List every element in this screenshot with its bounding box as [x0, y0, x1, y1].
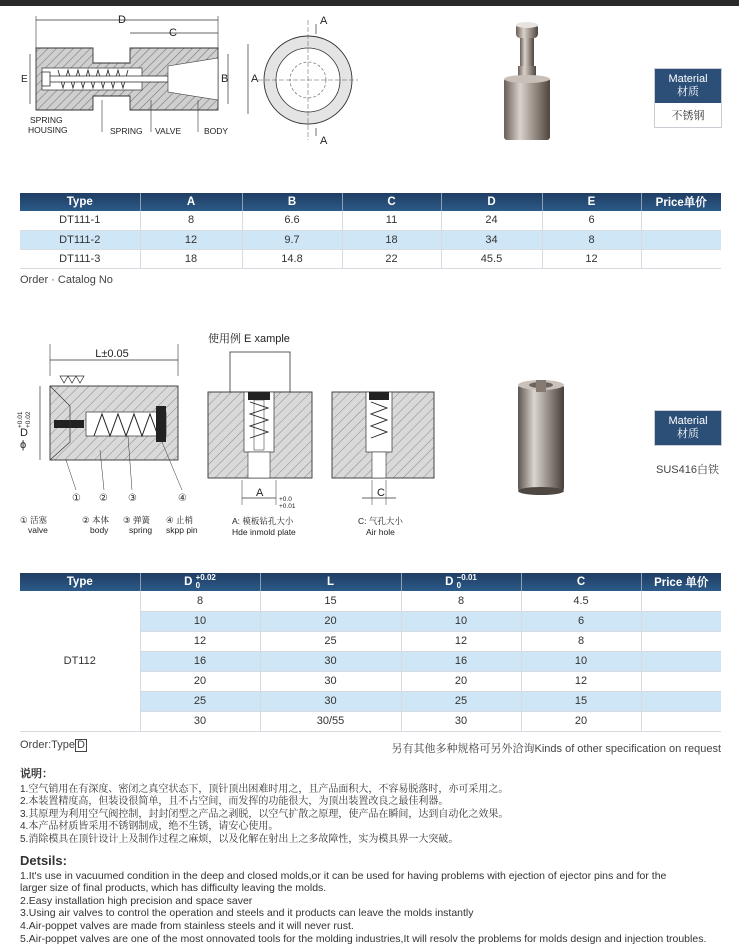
table-cell: 12 — [140, 230, 242, 249]
dim-e-label: E — [21, 74, 28, 85]
table-cell: 30 — [260, 651, 401, 671]
material-box-1-head — [655, 69, 721, 103]
dt112-col-price: Price 单价 — [641, 573, 721, 591]
table-cell: 6 — [521, 611, 641, 631]
dim-d2-upper: +0.01 — [17, 411, 24, 428]
table-cell: 18 — [140, 249, 242, 268]
table-cell: 16 — [140, 651, 260, 671]
material-box-1 — [654, 68, 722, 128]
table-cell: 34 — [441, 230, 542, 249]
dt112-order-box: D — [77, 739, 85, 751]
legend-body-en: body — [90, 525, 109, 535]
material-2-head-cn: 材质 — [677, 428, 699, 440]
dim-l-label: L±0.05 — [95, 348, 129, 360]
dt112-col-d2-label: D — [445, 576, 454, 589]
dt112-product-photo — [512, 376, 570, 496]
table-cell: 25 — [260, 631, 401, 651]
callout-2: ② — [99, 493, 108, 504]
material-1-head-cn: 材质 — [677, 86, 699, 98]
dim-d2-label: D — [20, 427, 28, 439]
material-1-head-en: Material — [668, 73, 708, 85]
notes-cn — [20, 768, 508, 846]
table-cell: 24 — [441, 211, 542, 230]
table-cell: 20 — [401, 671, 521, 691]
dt112-technical-drawing — [16, 330, 446, 540]
table-row — [20, 211, 721, 230]
table-cell: 11 — [342, 211, 441, 230]
legend-pin-cn: ④ 止梢 — [166, 515, 193, 525]
table-cell: 30 — [260, 671, 401, 691]
table-cell: 8 — [140, 211, 242, 230]
dt111-order-note: Order · Catalog No — [20, 274, 113, 286]
table-cell: 16 — [401, 651, 521, 671]
table-cell: 8 — [542, 230, 641, 249]
dt112-header-row — [20, 573, 721, 591]
notes-cn-title: 说明： — [20, 768, 53, 780]
table-cell — [641, 230, 721, 249]
details-en-line: larger size of final products, which has difficulty leaving the molds. — [20, 882, 327, 895]
label-spring-housing-2: HOUSING — [28, 125, 68, 135]
label-spring-housing-1: SPRING — [30, 115, 63, 125]
notes-cn-line: 4.本产品材质皆采用不锈钢制成，绝不生锈，请安心使用。 — [20, 821, 279, 832]
table-cell — [641, 711, 721, 731]
table-cell — [641, 611, 721, 631]
table-cell: 12 — [542, 249, 641, 268]
caption-c-cn: C: 气孔大小 — [358, 516, 403, 526]
table-cell: 20 — [521, 711, 641, 731]
material-1-value: 不锈钢 — [671, 110, 705, 122]
dt112-col-d2-lower: 0 — [456, 581, 462, 590]
section-a-top: A — [320, 15, 328, 27]
dt111-spec-table — [20, 193, 721, 269]
table-cell: 30/55 — [260, 711, 401, 731]
legend-pin-en: skpp pin — [166, 525, 198, 535]
callout-1: ① — [72, 493, 81, 504]
material-box-2 — [654, 410, 722, 446]
dt112-order-prefix: Order:Type — [20, 739, 76, 751]
dt111-col-b: B — [242, 193, 342, 211]
dt111-col-d: D — [441, 193, 542, 211]
dt112-col-l: L — [260, 573, 401, 591]
dt112-col-d-lower: 0 — [195, 581, 201, 590]
table-cell: 45.5 — [441, 249, 542, 268]
dim-a2-upper: +0.0 — [279, 496, 292, 503]
table-cell: DT111-3 — [20, 249, 140, 268]
dt111-col-type: Type — [20, 193, 140, 211]
table-cell: 12 — [521, 671, 641, 691]
table-cell: 12 — [140, 631, 260, 651]
table-cell: 30 — [401, 711, 521, 731]
dt112-col-d2-upper: −0.01 — [456, 573, 477, 582]
details-en-line: 5.Air-poppet valves are one of the most onnovated tools for the molding industries,It will resolv the problems for molds design and injection troubles. — [20, 932, 707, 945]
dim-b-label: B — [221, 73, 229, 85]
table-cell: 8 — [521, 631, 641, 651]
top-bar — [0, 0, 739, 6]
table-cell: 14.8 — [242, 249, 342, 268]
details-en-line: 4.Air-poppet valves are made from stainless steels and it will never rust. — [20, 919, 354, 932]
dim-a2-label: A — [256, 487, 264, 499]
dt111-product-photo — [496, 20, 558, 145]
table-cell: 22 — [342, 249, 441, 268]
dim-a-label: A — [251, 73, 259, 85]
table-cell — [641, 651, 721, 671]
table-cell: 8 — [401, 591, 521, 611]
legend-valve-en: valve — [28, 525, 48, 535]
material-2-value: SUS416白铁 — [656, 464, 719, 476]
notes-cn-line: 3.其原理为利用空气阀控制，封封闭型之产品之剥脱，以空气扩散之原理，使产品在瞬间，达到自动化之效果。 — [20, 808, 509, 820]
dim-c2-label: C — [377, 487, 385, 499]
table-cell — [641, 591, 721, 611]
details-en-line: 3.Using air valves to control the operation and steels and it products can leave the molds instantly — [20, 907, 474, 920]
material-box-2-head — [655, 411, 721, 445]
table-cell: 12 — [401, 631, 521, 651]
table-cell: 6 — [542, 211, 641, 230]
label-spring: SPRING — [110, 126, 143, 136]
dt111-col-e: E — [542, 193, 641, 211]
dim-d2-lower: +0.02 — [25, 411, 32, 428]
table-row — [20, 249, 721, 268]
table-cell: 20 — [140, 671, 260, 691]
table-cell: DT111-1 — [20, 211, 140, 230]
caption-c-en: Air hole — [366, 527, 395, 537]
dim-a2-lower: +0.01 — [279, 503, 296, 510]
dt112-order-note — [20, 739, 87, 752]
legend-spring-cn: ③ 弹簧 — [123, 515, 150, 525]
dim-c-label: C — [169, 27, 177, 39]
dt112-col-d — [140, 573, 260, 591]
dt112-col-d2 — [401, 573, 521, 591]
callout-4: ④ — [178, 493, 187, 504]
details-en-title: Detsils: — [20, 853, 67, 868]
table-cell — [641, 631, 721, 651]
dt111-col-c: C — [342, 193, 441, 211]
table-cell: 10 — [140, 611, 260, 631]
table-cell — [641, 211, 721, 230]
dt112-col-d-upper: +0.02 — [195, 573, 216, 582]
table-cell: 10 — [401, 611, 521, 631]
table-cell: 18 — [342, 230, 441, 249]
dt112-col-d-label: D — [184, 576, 193, 589]
table-cell: 9.7 — [242, 230, 342, 249]
example-title: 使用例 E xample — [208, 333, 290, 345]
legend-valve-cn: ① 活塞 — [20, 515, 47, 525]
dt112-type-cell: DT112 — [20, 591, 140, 731]
table-cell: 4.5 — [521, 591, 641, 611]
details-en-line: 1.It's use in vacuumed condition in the deep and closed molds,or it can be used for having problems with ejection of ejector pins and for the — [20, 869, 667, 882]
dt112-col-c: C — [521, 573, 641, 591]
other-spec-note: 另有其他多种规格可另外洽询Kinds of other specification on request — [391, 743, 721, 755]
table-cell: 6.6 — [242, 211, 342, 230]
table-cell — [641, 249, 721, 268]
table-cell: 25 — [140, 691, 260, 711]
legend-spring-en: spring — [129, 525, 153, 535]
table-cell — [641, 691, 721, 711]
dt112-col-type: Type — [20, 573, 140, 591]
table-cell: 15 — [521, 691, 641, 711]
callout-3: ③ — [128, 493, 137, 504]
notes-cn-line: 5.消除模具在顶针设计上及制作过程之麻烦，以及化解在射出上之多故障性，实为模具界一大突破。 — [20, 833, 459, 845]
table-cell: 25 — [401, 691, 521, 711]
table-cell: 8 — [140, 591, 260, 611]
caption-a-en: Hde inmold plate — [232, 527, 296, 537]
table-cell: 30 — [140, 711, 260, 731]
caption-a-cn: A: 模板钻孔大小 — [232, 516, 294, 526]
table-row — [20, 591, 721, 611]
table-row — [20, 230, 721, 249]
notes-cn-line: 2.本装置精度高，但装设很简单，且不占空间，而发挥的功能很大，为顶出装置改良之最佳利器。 — [20, 796, 449, 807]
dt111-col-price: Price单价 — [641, 193, 721, 211]
table-cell: DT111-2 — [20, 230, 140, 249]
dim-d-label: D — [118, 14, 126, 26]
table-cell: 10 — [521, 651, 641, 671]
table-cell: 30 — [260, 691, 401, 711]
table-cell: 20 — [260, 611, 401, 631]
label-valve: VALVE — [155, 126, 182, 136]
label-body: BODY — [204, 126, 229, 136]
dim-phi-label: ϕ — [20, 439, 27, 451]
dt111-col-a: A — [140, 193, 242, 211]
table-cell: 15 — [260, 591, 401, 611]
section-a-bottom: A — [320, 135, 328, 147]
details-en — [20, 855, 706, 945]
material-2-head-en: Material — [668, 415, 708, 427]
details-en-line: 2.Easy installation high precision and space saver — [20, 894, 253, 907]
table-cell — [641, 671, 721, 691]
legend-body-cn: ② 本体 — [82, 515, 109, 525]
notes-cn-line: 1.空气销用在有深度、密闭之真空状态下，顶针顶出困难时用之，且产品面积大，不容易脱落时，亦可采用之。 — [20, 783, 509, 795]
dt111-technical-drawing — [18, 10, 363, 150]
dt111-header-row — [20, 193, 721, 211]
dt112-spec-table — [20, 573, 721, 732]
